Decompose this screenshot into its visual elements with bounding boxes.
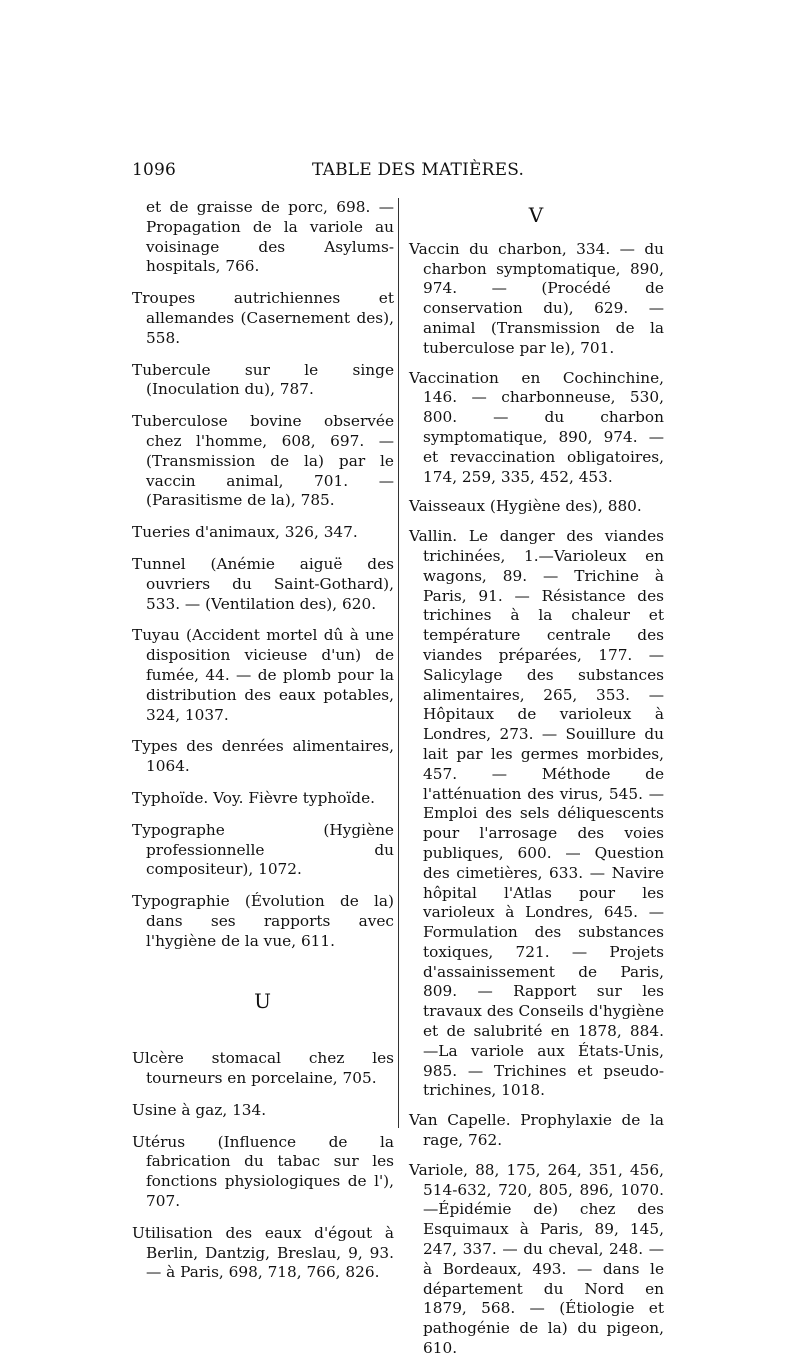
index-entry: Tunnel (Anémie aiguë des ouvriers du Saint-Gothard), 533. — (Ventilation des), 620. xyxy=(132,554,394,613)
section-letter-u: U xyxy=(254,988,272,1013)
index-entry: Utérus (Influence de la fabrication du tabac sur les fonctions physiologiques de l'), 707. xyxy=(132,1132,394,1211)
index-entry: Typographie (Évolution de la) dans ses rapports avec l'hygiène de la vue, 611. xyxy=(132,892,394,950)
section-letter-v: V xyxy=(528,203,545,227)
index-entry: Types des denrées alimentaires, 1064. xyxy=(132,737,394,776)
index-entry: Tueries d'animaux, 326, 347. xyxy=(132,523,358,542)
index-entry: Vaccin du charbon, 334. — du charbon symptomatique, 890, 974. — (Procédé de conservation du), 629. — animal (Transmission de la tuberculose par le), 701. xyxy=(409,239,664,357)
index-entry: Tuberculose bovine observée chez l'homme, 608, 697. — (Transmission de la) par le vaccin animal, 701. — (Parasitisme de la), 785. xyxy=(132,412,394,510)
index-entry: Van Capelle. Prophylaxie de la rage, 762. xyxy=(409,1111,664,1150)
index-entry: Tuyau (Accident mortel dû à une disposition vicieuse d'un) de fumée, 44. — de plomb pour la distribution des eaux potables, 324, 1037. xyxy=(132,626,394,724)
index-entry: et de graisse de porc, 698. — Propagation de la variole au voisinage des Asylums-hospitals, 766. xyxy=(146,198,394,276)
index-entry: Troupes autrichiennes et allemandes (Casernement des), 558. xyxy=(132,289,394,347)
page-header xyxy=(132,160,525,184)
index-entry: Typographe (Hygiène professionnelle du compositeur), 1072. xyxy=(132,820,394,879)
index-entry: Usine à gaz, 134. xyxy=(132,1100,267,1119)
index-entry: Utilisation des eaux d'égout à Berlin, Dantzig, Breslau, 9, 93. — à Paris, 698, 718, 766, 826. xyxy=(132,1223,394,1282)
index-entry: Tubercule sur le singe (Inoculation du), 787. xyxy=(132,360,394,399)
index-entry: Ulcère stomacal chez les tourneurs en porcelaine, 705. xyxy=(132,1049,394,1088)
index-entry: Vallin. Le danger des viandes trichinées, 1.—Varioleux en wagons, 89. — Trichine à Paris, 91. — Résistance des trichines à la chaleur et température centrale des viandes préparées, 177. — Salicylage des substances alimentaires, 265, 353. — Hôpitaux de varioleux à Londres, 273. — Souillure du lait par les germes morbides, 457. — Méthode de l'atténuation des virus, 545. — Emploi des sels déliquescents pour l'arrosage des voies publiques, 600. — Question des cimetières, 633. — Navire hôpital l'Atlas pour les varioleux à Londres, 645. — Formulation des substances toxiques, 721. — Projets d'assainissement de Paris, 809. — Rapport sur les travaux des Conseils d'hygiène et de salubrité en 1878, 884. —La variole aux États-Unis, 985. — Trichines et pseudo-trichines, 1018. xyxy=(409,527,664,1100)
index-entry: Variole, 88, 175, 264, 351, 456, 514-632, 720, 805, 896, 1070.—Épidémie de) chez des Esquimaux à Paris, 89, 145, 247, 337. — du cheval, 248. — à Bordeaux, 493. — dans le département du Nord en 1879, 568. — (Étiologie et pathogénie de la) du pigeon, 610. xyxy=(409,1160,664,1358)
left-column xyxy=(132,198,394,1295)
index-entry: Vaccination en Cochinchine, 146. — charbonneuse, 530, 800. — du charbon symptomatique, 890, 974. — et revaccination obligatoires, 174, 259, 335, 452, 453. xyxy=(409,368,664,486)
index-entry: Typhoïde. Voy. Fièvre typhoïde. xyxy=(132,788,376,807)
index-entry: Vaisseaux (Hygiène des), 880. xyxy=(409,497,642,516)
right-column xyxy=(409,198,664,1369)
column-divider xyxy=(398,198,399,1128)
page-number: 1096 xyxy=(132,160,177,180)
running-title: TABLE DES MATIÈRES. xyxy=(312,160,525,180)
